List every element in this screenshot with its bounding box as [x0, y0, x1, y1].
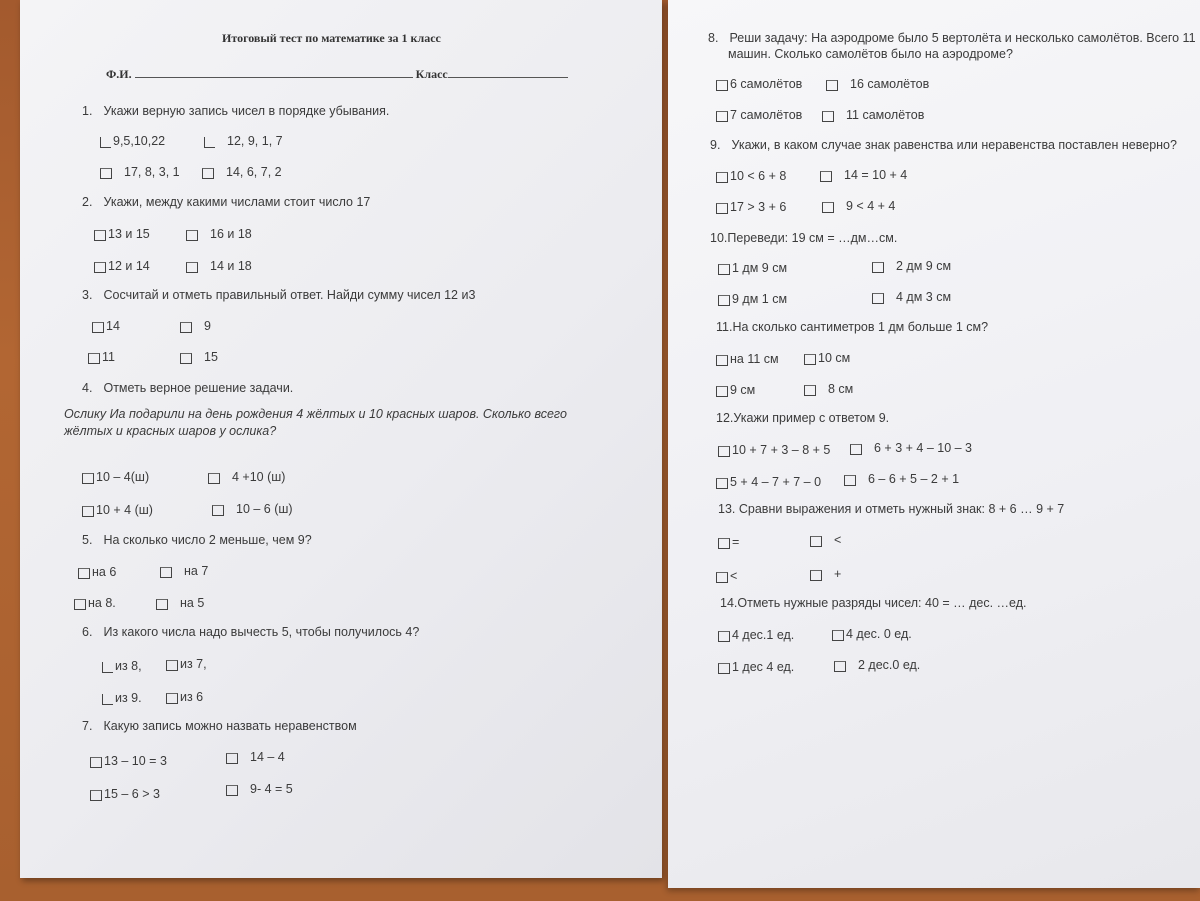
option-14b[interactable]: 4 дес. 0 ед.	[832, 627, 912, 641]
checkbox-icon[interactable]	[834, 661, 846, 672]
checkbox-icon[interactable]	[94, 262, 106, 273]
question-12: 12.Укажи пример с ответом 9.	[716, 411, 890, 425]
checkbox-icon[interactable]	[832, 630, 844, 641]
question-10: 10.Переведи: 19 см = …дм…см.	[710, 231, 898, 245]
question-9: 9. Укажи, в каком случае знак равенства или неравенства поставлен неверно?	[710, 138, 1177, 152]
checkbox-icon[interactable]	[166, 693, 178, 704]
option-1d[interactable]: 14, 6, 7, 2	[202, 165, 282, 179]
option-2a[interactable]: 13 и 15	[94, 227, 150, 241]
checkbox-icon[interactable]	[850, 444, 862, 455]
option-7c[interactable]: 15 – 6 > 3	[90, 787, 160, 801]
option-9b[interactable]: 14 = 10 + 4	[820, 168, 907, 182]
checkbox-icon[interactable]	[82, 506, 94, 517]
question-7: 7. Какую запись можно назвать неравенством	[82, 719, 357, 733]
checkbox-icon[interactable]	[88, 353, 100, 364]
checkbox-icon[interactable]	[718, 446, 730, 457]
checkbox-icon[interactable]	[718, 264, 730, 275]
checkbox-icon[interactable]	[822, 111, 834, 122]
option-4a[interactable]: 10 – 4(ш)	[82, 470, 149, 484]
checkbox-icon[interactable]	[100, 168, 112, 179]
checkbox-icon[interactable]	[102, 694, 113, 705]
checkbox-icon[interactable]	[810, 536, 822, 547]
option-7b[interactable]: 14 – 4	[226, 750, 285, 764]
option-12c[interactable]: 5 + 4 – 7 + 7 – 0	[716, 475, 821, 489]
checkbox-icon[interactable]	[74, 599, 86, 610]
checkbox-icon[interactable]	[804, 385, 816, 396]
checkbox-icon[interactable]	[716, 203, 728, 214]
checkbox-icon[interactable]	[180, 322, 192, 333]
option-7d[interactable]: 9- 4 = 5	[226, 782, 293, 796]
checkbox-icon[interactable]	[822, 202, 834, 213]
option-4d[interactable]: 10 – 6 (ш)	[212, 502, 293, 516]
option-6c[interactable]: из 9.	[102, 691, 142, 705]
option-10d[interactable]: 4 дм 3 см	[872, 290, 951, 304]
checkbox-icon[interactable]	[716, 386, 728, 397]
option-3a[interactable]: 14	[92, 319, 120, 333]
checkbox-icon[interactable]	[186, 262, 198, 273]
checkbox-icon[interactable]	[716, 172, 728, 183]
option-4c[interactable]: 10 + 4 (ш)	[82, 503, 153, 517]
test-title: Итоговый тест по математике за 1 класс	[222, 31, 441, 45]
checkbox-icon[interactable]	[166, 660, 178, 671]
question-1: 1. Укажи верную запись чисел в порядке убывания.	[82, 104, 390, 118]
option-2c[interactable]: 12 и 14	[94, 259, 150, 273]
checkbox-icon[interactable]	[716, 572, 728, 583]
option-10c[interactable]: 9 дм 1 см	[718, 292, 787, 306]
option-11c[interactable]: 9 см	[716, 383, 755, 397]
checkbox-icon[interactable]	[90, 757, 102, 768]
test-sheet-left	[20, 0, 662, 878]
question-14: 14.Отметь нужные разряды чисел: 40 = … дес. …ед.	[720, 596, 1027, 610]
checkbox-icon[interactable]	[160, 567, 172, 578]
test-sheet-right	[668, 0, 1200, 888]
checkbox-icon[interactable]	[226, 753, 238, 764]
checkbox-icon[interactable]	[156, 599, 168, 610]
question-6: 6. Из какого числа надо вычесть 5, чтобы получилось 4?	[82, 625, 420, 639]
checkbox-icon[interactable]	[810, 570, 822, 581]
option-14c[interactable]: 1 дес 4 ед.	[718, 660, 794, 674]
option-3c[interactable]: 11	[88, 350, 115, 364]
checkbox-icon[interactable]	[826, 80, 838, 91]
checkbox-icon[interactable]	[718, 663, 730, 674]
checkbox-icon[interactable]	[872, 293, 884, 304]
option-4b[interactable]: 4 +10 (ш)	[208, 470, 285, 484]
option-7a[interactable]: 13 – 10 = 3	[90, 754, 167, 768]
option-11d[interactable]: 8 см	[804, 382, 853, 396]
option-2b[interactable]: 16 и 18	[186, 227, 252, 241]
option-3b[interactable]: 9	[180, 319, 211, 333]
checkbox-icon[interactable]	[226, 785, 238, 796]
question-11: 11.На сколько сантиметров 1 дм больше 1 см?	[716, 320, 989, 334]
option-5a[interactable]: на 6	[78, 565, 116, 579]
option-10a[interactable]: 1 дм 9 см	[718, 261, 787, 275]
checkbox-icon[interactable]	[94, 230, 106, 241]
option-14d[interactable]: 2 дес.0 ед.	[834, 658, 920, 672]
task-text-line-1: Ослику Иа подарили на день рождения 4 жёлтых и 10 красных шаров. Сколько всего	[64, 407, 567, 421]
question-2: 2. Укажи, между какими числами стоит число 17	[82, 195, 371, 209]
option-2d[interactable]: 14 и 18	[186, 259, 252, 273]
checkbox-icon[interactable]	[90, 790, 102, 801]
option-6a[interactable]: из 8,	[102, 659, 142, 673]
checkbox-icon[interactable]	[820, 171, 832, 182]
checkbox-icon[interactable]	[102, 662, 113, 673]
option-11a[interactable]: на 11 см	[716, 352, 779, 366]
question-8: 8. Реши задачу: На аэродроме было 5 вертолёта и несколько самолётов. Всего 11	[708, 31, 1196, 45]
option-10b[interactable]: 2 дм 9 см	[872, 259, 951, 273]
checkbox-icon[interactable]	[78, 568, 90, 579]
question-5: 5. На сколько число 2 меньше, чем 9?	[82, 533, 312, 547]
checkbox-icon[interactable]	[202, 168, 214, 179]
option-6d[interactable]: из 6	[166, 690, 203, 704]
checkbox-icon[interactable]	[872, 262, 884, 273]
class-label: Класс	[415, 67, 448, 81]
checkbox-icon[interactable]	[92, 322, 104, 333]
option-5d[interactable]: на 5	[156, 596, 204, 610]
checkbox-icon[interactable]	[844, 475, 856, 486]
question-8-line-2: машин. Сколько самолётов было на аэродроме?	[728, 47, 1013, 61]
question-3: 3. Сосчитай и отметь правильный ответ. Найди сумму чисел 12 и3	[82, 288, 476, 302]
checkbox-icon[interactable]	[718, 538, 730, 549]
task-text-line-2: жёлтых и красных шаров у ослика?	[64, 424, 277, 438]
checkbox-icon[interactable]	[186, 230, 198, 241]
question-4: 4. Отметь верное решение задачи.	[82, 381, 294, 395]
option-9d[interactable]: 9 < 4 + 4	[822, 199, 895, 213]
option-1b[interactable]: 12, 9, 1, 7	[204, 134, 283, 148]
checkbox-icon[interactable]	[716, 80, 728, 91]
class-underline[interactable]	[448, 66, 568, 78]
question-13: 13. Сравни выражения и отметь нужный знак: 8 + 6 … 9 + 7	[718, 502, 1065, 516]
checkbox-icon[interactable]	[212, 505, 224, 516]
option-8a[interactable]: 6 самолётов	[716, 77, 802, 91]
option-5b[interactable]: на 7	[160, 564, 208, 578]
option-14a[interactable]: 4 дес.1 ед.	[718, 628, 794, 642]
checkbox-icon[interactable]	[100, 137, 111, 148]
option-6b[interactable]: из 7,	[166, 657, 207, 671]
option-13c[interactable]: <	[716, 569, 737, 583]
checkbox-icon[interactable]	[716, 355, 728, 366]
option-5c[interactable]: на 8.	[74, 596, 116, 610]
option-3d[interactable]: 15	[180, 350, 218, 364]
checkbox-icon[interactable]	[804, 354, 816, 365]
option-13d[interactable]: +	[810, 567, 841, 581]
option-8d[interactable]: 11 самолётов	[822, 108, 924, 122]
option-1a[interactable]: 9,5,10,22	[100, 134, 165, 148]
checkbox-icon[interactable]	[718, 295, 730, 306]
option-8c[interactable]: 7 самолётов	[716, 108, 802, 122]
option-9a[interactable]: 10 < 6 + 8	[716, 169, 786, 183]
name-field[interactable]	[106, 66, 568, 82]
checkbox-icon[interactable]	[716, 111, 728, 122]
option-12a[interactable]: 10 + 7 + 3 – 8 + 5	[718, 443, 830, 457]
option-9c[interactable]: 17 > 3 + 6	[716, 200, 786, 214]
option-12d[interactable]: 6 – 6 + 5 – 2 + 1	[844, 472, 959, 486]
option-12b[interactable]: 6 + 3 + 4 – 10 – 3	[850, 441, 972, 455]
option-13b[interactable]: <	[810, 533, 841, 547]
option-8b[interactable]: 16 самолётов	[826, 77, 929, 91]
checkbox-icon[interactable]	[208, 473, 220, 484]
name-underline[interactable]	[135, 66, 413, 78]
checkbox-icon[interactable]	[82, 473, 94, 484]
fio-label: Ф.И.	[106, 67, 132, 81]
checkbox-icon[interactable]	[180, 353, 192, 364]
option-1c[interactable]: 17, 8, 3, 1	[100, 165, 180, 179]
option-11b[interactable]: 10 см	[804, 351, 850, 365]
checkbox-icon[interactable]	[718, 631, 730, 642]
checkbox-icon[interactable]	[204, 137, 215, 148]
checkbox-icon[interactable]	[716, 478, 728, 489]
option-13a[interactable]: =	[718, 535, 739, 549]
